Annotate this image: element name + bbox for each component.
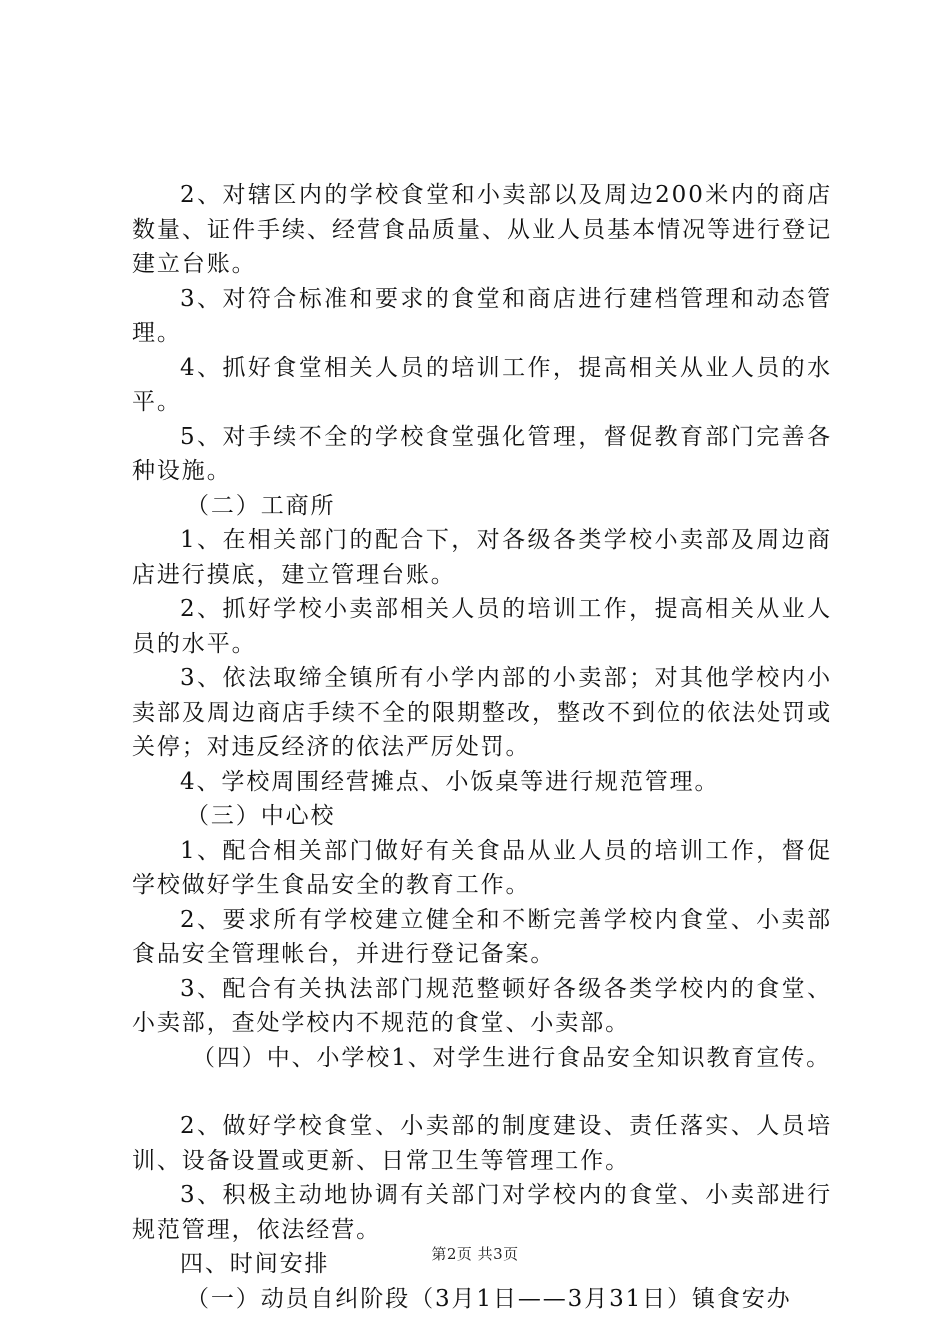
paragraph-item-1-staff-training: 1、配合相关部门做好有关食品从业人员的培训工作，督促学校做好学生食品安全的教育工作。	[132, 837, 832, 898]
paragraph-item-2-ledger-records: 2、要求所有学校建立健全和不断完善学校内食堂、小卖部食品安全管理帐台，并进行登记备案。	[132, 906, 832, 967]
paragraph-item-5-incomplete-procedures: 5、对手续不全的学校食堂强化管理，督促教育部门完善各种设施。	[132, 423, 832, 484]
paragraph-item-1-store-survey: 1、在相关部门的配合下，对各级各类学校小卖部及周边商店进行摸底，建立管理台账。	[132, 527, 832, 588]
document-body	[132, 178, 832, 1316]
paragraph-item-3-ban-and-rectify: 3、依法取缔全镇所有小学内部的小卖部；对其他学校内小卖部及周边商店手续不全的限期整改，整改不到位的依法处罚或关停；对违反经济的依法严厉处罚。	[132, 665, 832, 760]
paragraph-mobilization-phase: （一）动员自纠阶段（3月1日——3月31日）镇食安办	[186, 1285, 792, 1312]
section-heading-central-school: （三）中心校	[186, 803, 336, 829]
paragraph-spacer	[132, 1075, 832, 1109]
paragraph-item-3-archive-management: 3、对符合标准和要求的食堂和商店进行建档管理和动态管理。	[132, 285, 832, 346]
paragraph-item-3-coordination: 3、积极主动地协调有关部门对学校内的食堂、小卖部进行规范管理，依法经营。	[132, 1182, 832, 1243]
section-heading-schedule: 四、时间安排	[180, 1251, 330, 1277]
paragraph-item-3-enforcement-cooperation: 3、配合有关执法部门规范整顿好各级各类学校内的食堂、小卖部，查处学校内不规范的食堂、小卖部。	[132, 975, 832, 1036]
paragraph-item-2-canteen-registration: 2、对辖区内的学校食堂和小卖部以及周边200米内的商店数量、证件手续、经营食品质量、从业人员基本情况等进行登记建立台账。	[132, 182, 832, 277]
paragraph-item-4-vendor-management: 4、学校周围经营摊点、小饭桌等进行规范管理。	[180, 768, 720, 795]
paragraph-item-4-canteen-training: 4、抓好食堂相关人员的培训工作，提高相关从业人员的水平。	[132, 354, 832, 415]
page-number-footer: 第2页 共3页	[431, 1245, 519, 1263]
paragraph-item-2-system-building: 2、做好学校食堂、小卖部的制度建设、责任落实、人员培训、设备设置或更新、日常卫生等管理工作。	[132, 1113, 832, 1174]
section-heading-primary-secondary-schools: （四）中、小学校1、对学生进行食品安全知识教育宣传。	[192, 1044, 832, 1071]
paragraph-item-2-store-training: 2、抓好学校小卖部相关人员的培训工作，提高相关从业人员的水平。	[132, 596, 832, 657]
section-heading-industry-commerce: （二）工商所	[186, 492, 336, 519]
